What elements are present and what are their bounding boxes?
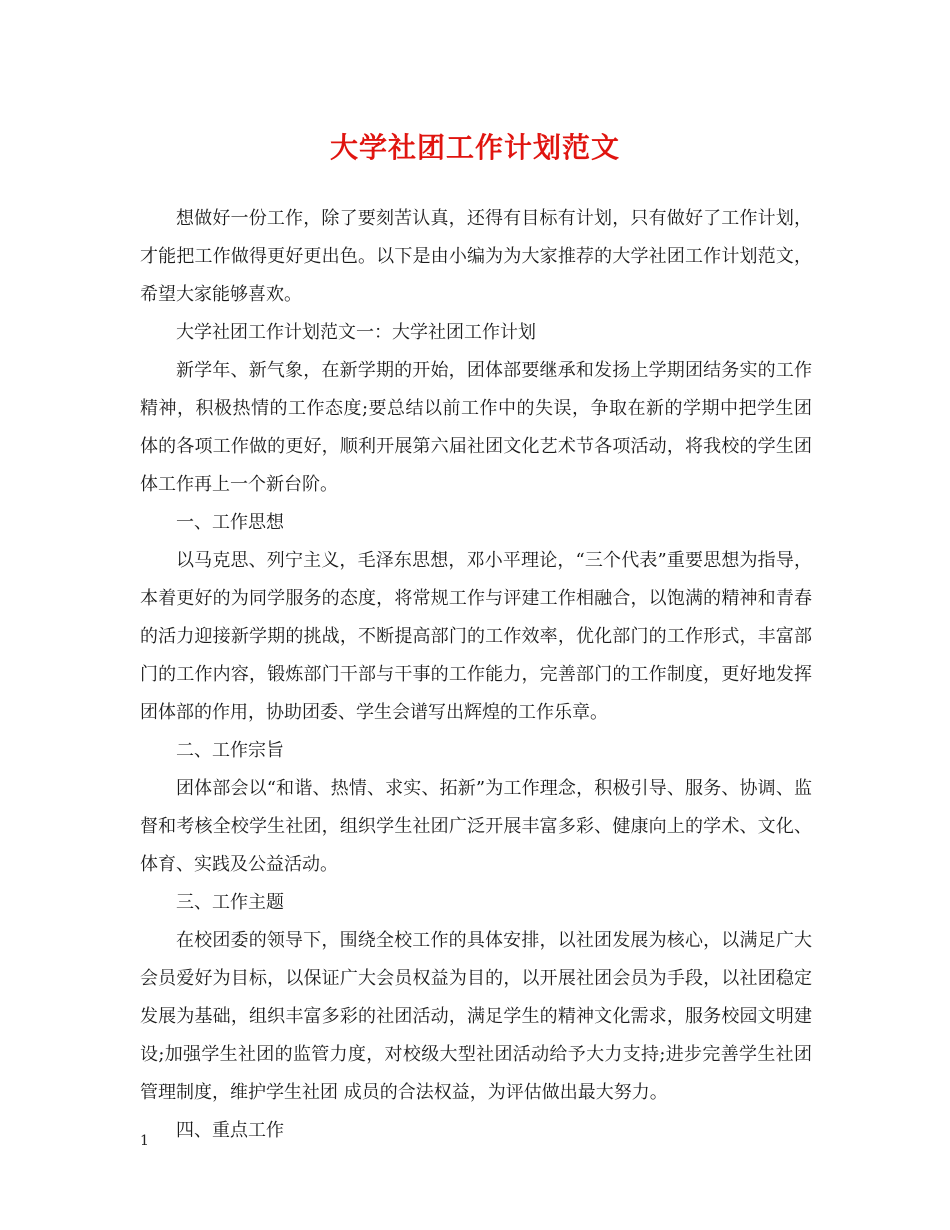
intro-paragraph: 想做好一份工作，除了要刻苦认真，还得有目标有计划，只有做好了工作计划，才能把工作做得更好更出色。以下是由小编为为大家推荐的大学社团工作计划范文，希望大家能够喜欢。 <box>140 208 812 305</box>
document-body <box>140 200 812 1150</box>
body-paragraph: 在校团委的领导下，围绕全校工作的具体安排，以社团发展为核心，以满足广大会员爱好为目标，以保证广大会员权益为目的，以开展社团会员为手段，以社团稳定发展为基础，组织丰富多彩的社团活动，满足学生的精神文化需求，服务校园文明建设;加强学生社团的监管力度，对校级大型社团活动给予大力支持;进步完善学生社团管理制度，维护学生社团 成员的合法权益，为评估做出最大努力。 <box>140 930 812 1103</box>
section-subtitle: 大学社团工作计划范文一：大学社团工作计划 <box>176 322 536 343</box>
body-paragraph: 以马克思、列宁主义，毛泽东思想，邓小平理论，“三个代表”重要思想为指导，本着更好的为同学服务的态度，将常规工作与评建工作相融合，以饱满的精神和青春的活力迎接新学期的挑战，不断提高部门的工作效率，优化部门的工作形式，丰富部门的工作内容，锻炼部门干部与干事的工作能力，完善部门的工作制度，更好地发挥团体部的作用，协助团委、学生会谱写出辉煌的工作乐章。 <box>140 550 812 723</box>
body-paragraph: 团体部会以“和谐、热情、求实、拓新”为工作理念，积极引导、服务、协调、监督和考核全校学生社团，组织学生社团广泛开展丰富多彩、健康向上的学术、文化、体育、实践及公益活动。 <box>140 778 812 875</box>
body-paragraph: 新学年、新气象，在新学期的开始，团体部要继承和发扬上学期团结务实的工作精神，积极热情的工作态度;要总结以前工作中的失误，争取在新的学期中把学生团体的各项工作做的更好，顺利开展第六届社团文化艺术节各项活动，将我校的学生团体工作再上一个新台阶。 <box>140 360 812 495</box>
section-heading: 四、重点工作 <box>176 1120 284 1141</box>
document-title: 大学社团工作计划范文 <box>329 131 620 164</box>
page-number: 1 <box>140 1133 149 1149</box>
section-heading: 三、工作主题 <box>176 892 284 913</box>
section-heading: 一、工作思想 <box>176 512 284 533</box>
section-heading: 二、工作宗旨 <box>176 740 284 761</box>
